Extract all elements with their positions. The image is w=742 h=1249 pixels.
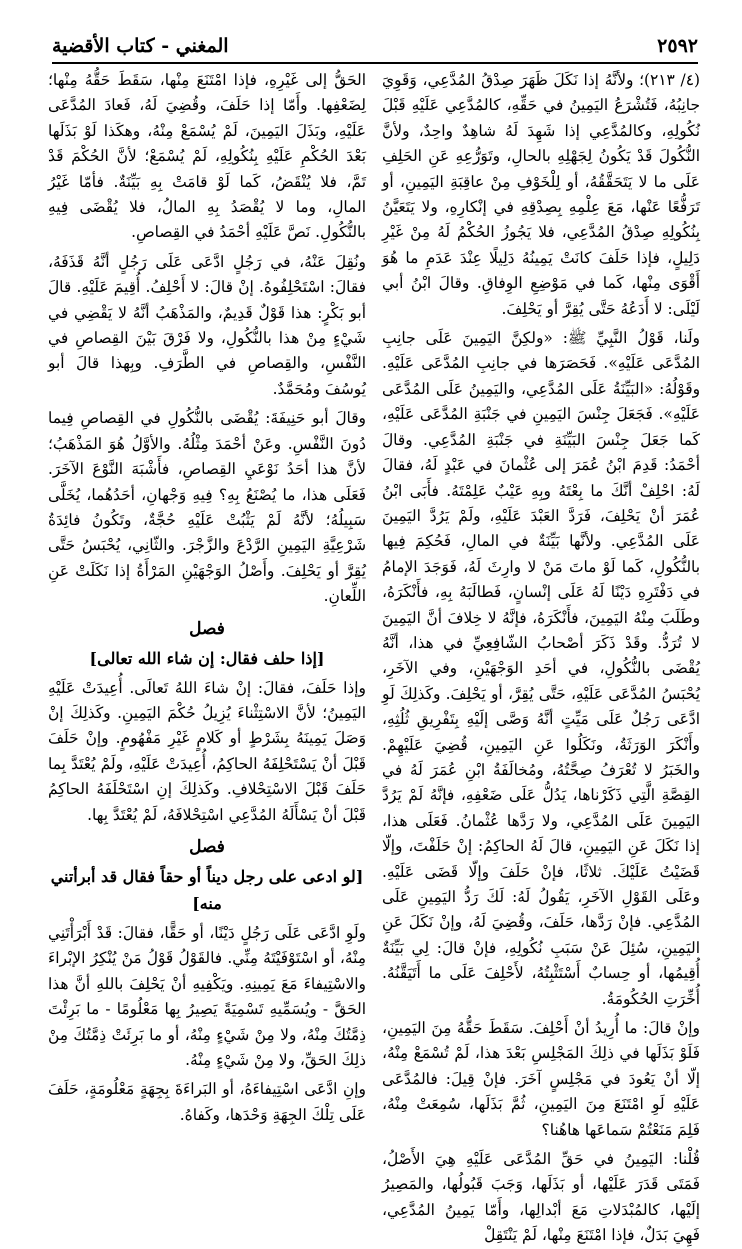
paragraph: وقالَ أبو حَنِيفَةَ: يُقْضَى بالنُّكُولِ في القِصاصِ فِيما دُونَ النَّفْسِ. وعَنْ أحْمَدَ مِثْلُهُ. والأوَّلُ هُوَ المَذْهَبُ؛ لأنَّ هذا أحَدُ نَوْعَيِ القِصاصِ، فأَشْبَهَ النَّوْعَ الآخَرَ. فَعَلَى هذا، ما يُصْنَعُ بِهِ؟ فِيهِ وَجْهانِ، أحَدُهُما، يُخَلَّى سَبِيلُهُ؛ لأنَّهُ لَمْ يَثْبُتْ عَلَيْهِ حُجَّةٌ، وتَكُونُ فائِدَةُ شَرْعِيَّةِ اليَمِينِ الرَّدْعَ والزَّجْرَ. والثّانِي، يُحْبَسُ حَتَّى يُقِرَّ أو يَحْلِفَ. وأَصْلُ الوَجْهَيْنِ المَرْأَةُ إذا نَكَلَتْ عَنِ اللِّعانِ. [48, 409, 366, 606]
paragraph: ونُقِلَ عَنْهُ، في رَجُلٍ ادَّعَى عَلَى رَجُلٍ أنَّهُ قَذَفَهُ، فقالَ: اسْتَحْلِفُوهُ. إنْ قالَ: لا أَحْلِفُ. أُقِيمَ عَلَيْهِ. قالَ أبو بَكْرٍ: هذا قَوْلٌ قَدِيمٌ، والمَذْهَبُ أنَّهُ لا يَقْضِي في شَيْءٍ مِنْ هذا بالنُّكُولِ، ولا فَرْقَ بَيْنَ القِصاصِ في النَّفْسِ، والقِصاصِ في الطَّرَفِ. وبِهذا قالَ أبو يُوسُفَ ومُحَمَّدٌ. [48, 252, 366, 398]
paragraph: وإنِ ادَّعَى اسْتِيفاءَهُ، أو البَراءَةَ بِجِهَةٍ مَعْلُومَةٍ، حَلَفَ عَلَى تِلْكَ الجِهَةِ وَحْدَها، وكَفاهُ. [48, 1080, 366, 1124]
section-subheading: [إذا حلف فقال: إن شاء الله تعالى] [89, 648, 325, 668]
paragraph: قُلْنا: اليَمِينُ في حَقِّ المُدَّعَى عَلَيْهِ هِيَ الأَصْلُ، فَمَتَى قَدَرَ عَلَيْها، أو بَذَلَها، وَجَبَ قَبُولُها، والمَصِيرُ إلَيْها، كالمُبْدَلاتِ مَعَ أبْدالِها، وأَمّا يَمِينُ المُدَّعِي، فَهِيَ بَدَلٌ، فإذا امْتَنَعَ مِنْها، لَمْ يَنْتَقِلْ [382, 1150, 700, 1245]
paragraph: وإذا حَلَفَ، فقالَ: إنْ شاءَ اللهُ تَعالَى. أُعِيدَتْ عَلَيْهِ اليَمِينُ؛ لأنَّ الاسْتِثْناءَ يُزِيلُ حُكْمَ اليَمِينِ. وكَذلِكَ إنْ وَصَلَ يَمِينَهُ بِشَرْطٍ أو كَلامٍ غَيْرِ مَفْهُومٍ. وإنْ حَلَفَ قَبْلَ أنْ يَسْتَحْلِفَهُ الحاكِمُ، أُعِيدَتْ عَلَيْهِ، ولَمْ يُعْتَدَّ بِما حَلَفَ قَبْلَ الاسْتِحْلافِ. وكَذلِكَ إنِ اسْتَحْلَفَهُ الحاكِمُ قَبْلَ أنْ يَسْأَلَهُ المُدَّعِي اسْتِحْلافَهُ، لَمْ يُعْتَدَّ بِها. [48, 678, 366, 824]
section-heading: فصل [189, 618, 225, 639]
paragraph: ولَوِ ادَّعَى عَلَى رَجُلٍ دَيْنًا، أو حَقًّا، فقالَ: قَدْ أَبْرَأْتَنِي مِنْهُ، أو اسْتَوْفَيْتَهُ مِنِّي. فالقَوْلُ قَوْلُ مَنْ يُنْكِرُ الإبْراءَ والاسْتِيفاءَ مَعَ يَمِينِهِ. ويَكْفِيهِ أنْ يَحْلِفَ باللهِ أنَّ هذا الحَقَّ - ويُسَمِّيهِ تَسْمِيَةً يَصِيرُ بِها مَعْلُومًا - ما بَرِئْتَ ذِمَّتُكَ مِنْهُ، ولا مِنْ شَيْءٍ مِنْهُ، أو ما بَرِئَتْ ذِمَّتُكَ مِنْ ذلِكَ الحَقِّ، ولا مِنْ شَيْءٍ مِنْهُ. [48, 923, 366, 1069]
paragraph: وإنْ قالَ: ما أُرِيدُ أنْ أَحْلِفَ. سَقَطَ حَقُّهُ مِنَ اليَمِينِ، فَلَوْ بَذَلَها في ذلِكَ المَجْلِسِ بَعْدَ هذا، لَمْ تُسْمَعْ مِنْهُ، إلّا أنْ يَعُودَ في مَجْلِسٍ آخَرَ. فإنْ قِيلَ: فالمُدَّعَى عَلَيْهِ لَوِ امْتَنَعَ مِنَ اليَمِينِ، ثُمَّ بَذَلَها، سُمِعَتْ مِنْهُ، فَلِمَ مَنَعْتُمْ سَماعَها هاهُنا؟ [382, 1019, 700, 1139]
section-heading: فصل [189, 836, 225, 857]
paragraph: الحَقُّ إلى غَيْرِهِ، فإذا امْتَنَعَ مِنْها، سَقَطَ حَقُّهُ مِنْها؛ لِضَعْفِها. وأَمّا إذا حَلَفَ، وقُضِيَ لَهُ، فَعادَ المُدَّعَى عَلَيْهِ، وبَذَلَ اليَمِينَ، لَمْ يُسْمَعْ مِنْهُ، وهكَذا لَوْ بَذَلَها بَعْدَ الحُكْمِ عَلَيْهِ بِنُكُولِهِ، لَمْ يُسْمَعْ؛ لأنَّ الحُكْمَ قَدْ تَمَّ، فلا يُنْقَضُ، كَما لَوْ قامَتْ بِهِ بَيِّنَةٌ. فأمّا غَيْرُ المالِ، وما لا يُقْصَدُ بِهِ المالُ، فلا يُقْضَى فِيهِ بالنُّكُولِ. نَصَّ عَلَيْهِ أحْمَدُ في القِصاصِ. [48, 71, 366, 242]
paragraph: (٤/ ٢١٣)؛ ولأنَّهُ إذا نَكَلَ ظَهَرَ صِدْقُ المُدَّعِي، وَقَوِيَ جانِبُهُ، فَتُشْرَعُ اليَمِينُ في حَقِّهِ، كالمُدَّعِي عَلَيْهِ قَبْلَ نُكُولِهِ، وكالمُدَّعِي إذا شَهِدَ لَهُ شاهِدٌ واحِدٌ، ولأنَّ النُّكُولَ قَدْ يَكُونُ لِجَهْلِهِ بالحالِ، وتَوَرُّعِهِ عَنِ الحَلِفِ عَلَى ما لا يَتَحَقَّقُهُ، أو لِلْخَوْفِ مِنْ عاقِبَةِ اليَمِينِ، أو تَرَفُّعًا عَنْها، مَعَ عِلْمِهِ بِصِدْقِهِ في إنْكارِهِ، ولا يَتَعَيَّنُ بِنُكُولِهِ صِدْقُ المُدَّعِي، فلا يَجُوزُ الحُكْمُ لَهُ مِنْ غَيْرِ دَلِيلٍ، فإذا حَلَفَ كانَتْ يَمِينُهُ دَلِيلًا عِنْدَ عَدَمِ ما هُوَ أَقْوَى مِنْها، كَما في مَوْضِعِ الوِفاقِ. وقالَ ابْنُ أبي لَيْلَى: لا أَدَعُهُ حَتَّى يُقِرَّ أو يَحْلِفَ. [382, 71, 700, 318]
section-subheading: [لو ادعى على رجل ديناً أو حقاً فقال قد أبرأتني منه] [50, 866, 364, 913]
text-columns [48, 68, 700, 1245]
running-title: المغني - كتاب الأقضية [52, 35, 229, 57]
page-number: ٢٥٩٢ [657, 35, 698, 57]
paragraph: ولَنا، قَوْلُ النَّبِيِّ ﷺ: «ولكِنَّ اليَمِينَ عَلَى جانِبِ المُدَّعَى عَلَيْهِ». فَحَصَرَها في جانِبِ المُدَّعَى عَلَيْهِ. وقَوْلُهُ: «البَيِّنَةُ عَلَى المُدَّعِي، واليَمِينُ عَلَى المُدَّعَى عَلَيْهِ». فَجَعَلَ جِنْسَ اليَمِينِ في جَنْبَةِ المُدَّعَى عَلَيْهِ، كَما جَعَلَ جِنْسَ البَيِّنَةِ في جَنْبَةِ المُدَّعِي. وقالَ أحْمَدُ: قَدِمَ ابْنُ عُمَرَ إلى عُثْمانَ في عَبْدٍ لَهُ، فقالَ لَهُ: احْلِفْ أنَّكَ ما بِعْتَهُ وبِهِ عَيْبٌ عَلِمْتَهُ. فأَبَى ابْنُ عُمَرَ أنْ يَحْلِفَ، فَرَدَّ العَبْدَ عَلَيْهِ، ولَمْ يَرُدَّ اليَمِينَ عَلَى المُدَّعِي. ولأنَّها بَيِّنَةٌ في المالِ، فَحُكِمَ فِيها بالنُّكُولِ، كَما لَوْ ماتَ مَنْ لا وارِثَ لَهُ، فَوَجَدَ الإمامُ في دَفْتَرِهِ دَيْنًا لَهُ عَلَى إنْسانٍ، فَطالَبَهُ بِهِ، فأَنْكَرَهُ، وطَلَبَ مِنْهُ اليَمِينَ، فأَنْكَرَهُ، فإنَّهُ لا خِلافَ أنَّ اليَمِينَ لا تُرَدُّ. وقَدْ ذَكَرَ أصْحابُ الشّافِعِيِّ في هذا، أنَّهُ يُقْضَى بالنُّكُولِ، في أحَدِ الوَجْهَيْنِ، وفي الآخَرِ، يُحْبَسُ المُدَّعَى عَلَيْهِ، حَتَّى يُقِرَّ، أو يَحْلِفَ. وكَذلِكَ لَوِ ادَّعَى رَجُلٌ عَلَى مَيِّتٍ أنَّهُ وَصَّى إلَيْهِ بِتَفْرِيقِ ثُلُثِهِ، وأَنْكَرَ الوَرَثَةُ، ونَكَلُوا عَنِ اليَمِينِ، قُضِيَ عَلَيْهِمْ. والخَبَرُ لا تُعْرَفُ صِحَّتُهُ، ومُخالَفَةُ ابْنِ عُمَرَ لَهُ في القِصَّةِ الَّتِي ذَكَرْناها، يَدُلُّ عَلَى ضَعْفِهِ، فإنَّهُ لَمْ يَرُدَّ اليَمِينَ عَلَى المُدَّعِي، ولا رَدَّها عُثْمانُ. فَعَلَى هذا، إذا نَكَلَ عَنِ اليَمِينِ، قالَ لَهُ الحاكِمُ: إنْ حَلَفْتَ، وإلّا قَضَيْتُ عَلَيْكَ. ثلاثًا، فإنْ حَلَفَ وإلّا قَضَى عَلَيْهِ. وعَلَى القَوْلِ الآخَرِ، يَقُولُ لَهُ: لَكَ رَدُّ اليَمِينِ عَلَى المُدَّعِي. فإنْ رَدَّها، حَلَفَ، وقُضِيَ لَهُ، وإنْ نَكَلَ عَنِ اليَمِينِ، سُئِلَ عَنْ سَبَبِ نُكُولِهِ، فإنْ قالَ: لِي بَيِّنَةٌ أُقِيمُها، أو حِسابٌ أَسْتَثْبِتُهُ، لأَحْلِفَ عَلَى ما أَتَيَقَّنُهُ. أُخِّرَتِ الحُكُومَةُ. [382, 329, 700, 1008]
right-column [382, 68, 700, 1245]
left-column [48, 68, 366, 1124]
page-header [52, 30, 698, 64]
